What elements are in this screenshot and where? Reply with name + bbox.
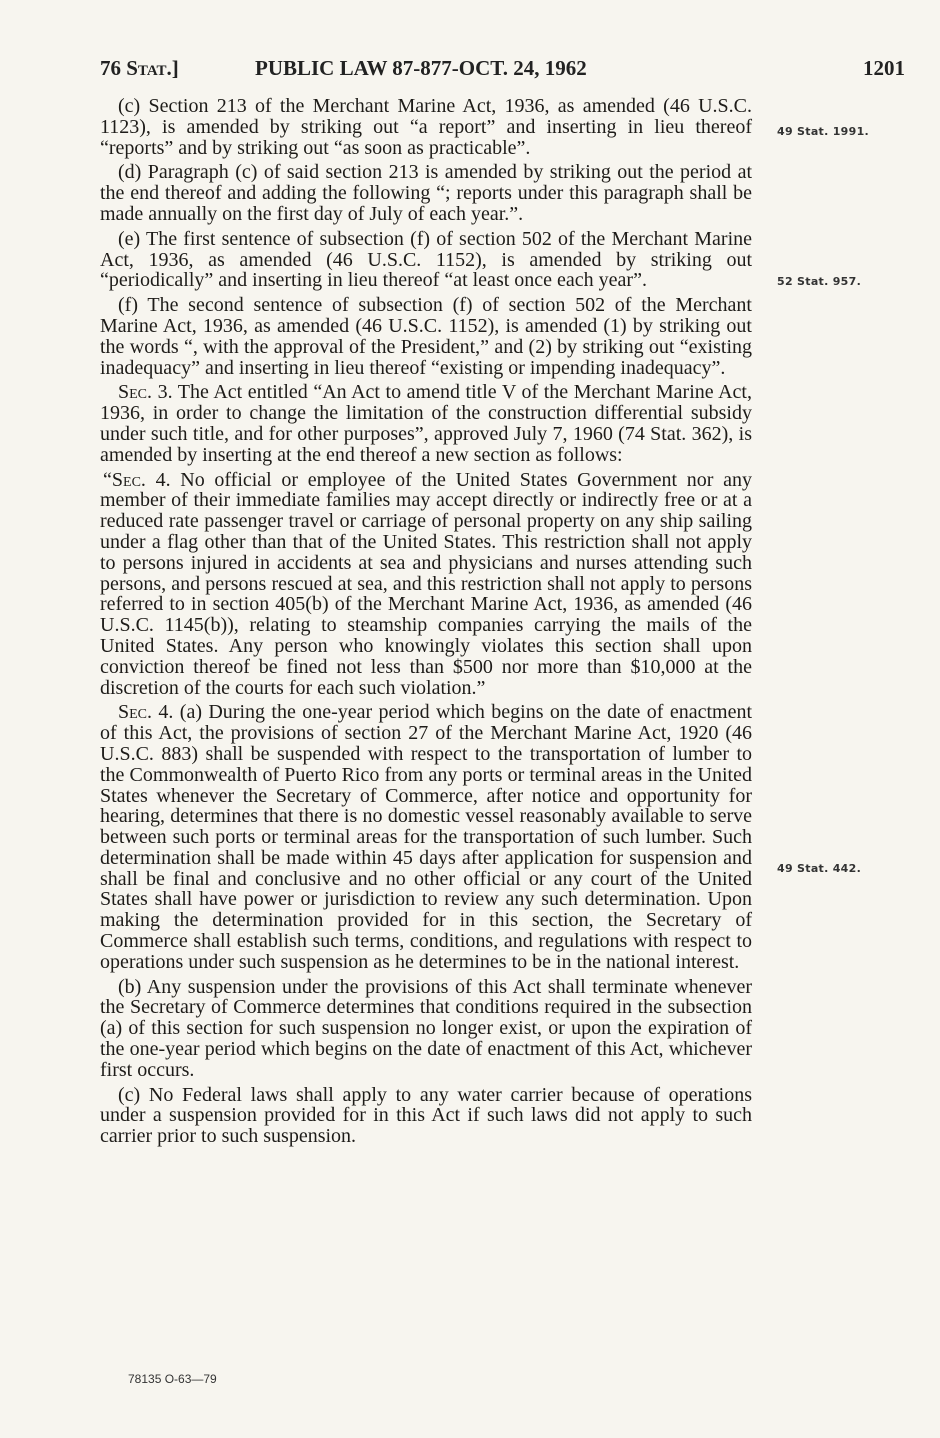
section-4-c: (c) No Federal laws shall apply to any water carrier because of operations under a suspension provided for in this Act if such laws did not apply to such carrier prior to such suspension. — [100, 1083, 752, 1148]
section-4-a: Sec. 4. (a) During the one-year period which begins on the date of enactment of this Act, the provisions of section 27 of the Merchant Marine Act, 1920 (46 U.S.C. 883) shall be suspended with respect to the transportation of lumber to the Commonwealth of Puerto Rico from any ports or terminal areas in the United States whenever the Secretary of Commerce, after notice and opportunity for hearing, determines that there is no domestic vessel reasonably available to serve between such ports or terminal areas for the transportation of such lumber. Such determination shall be made within 45 days after application for suspension and shall be final and conclusive and no other official or any court of the United States shall have power or jurisdiction to review any such determination. Upon making the determination provided for in this section, the Secretary of Commerce shall establish such terms, conditions, and regulations with respect to operations under such suspension as he determines to be in the national interest. — [100, 701, 752, 973]
section-4-b: (b) Any suspension under the provisions of this Act shall terminate whenever the Secretary of Commerce determines that conditions required in the subsection (a) of this section for such suspension no longer exist, or upon the expiration of the one-year period which begins on the date of enactment of this Act, whichever first occurs. — [100, 975, 752, 1081]
paragraph-c: (c) Section 213 of the Merchant Marine Act, 1936, as amended (46 U.S.C. 1123), is amended by striking out “a report” and inserting in lieu thereof “reports” and by striking out “as soon as practicable”. — [100, 95, 752, 159]
law-title: PUBLIC LAW 87-877-OCT. 24, 1962 — [255, 56, 587, 80]
margin-note-49-stat-442: 49 Stat. 442. — [777, 862, 862, 875]
quoted-section-4: “Sec. 4. No official or employee of the United States Government nor any member of their immediate families may accept directly or indirectly free or at a reduced rate passenger travel or carriage of personal property on any ship sailing under a flag other than that of the United States. This restriction shall not apply to persons injured in accidents at sea and physicians and nurses attending such persons, and persons rescued at sea, and this restriction shall not apply to persons referred to in section 405(b) of the Merchant Marine Act, 1936, as amended (46 U.S.C. 1145(b)), relating to steamship companies carrying the mails of the United States. Any person who knowingly violates this section shall upon conviction thereof be fined not less than $500 nor more than $10,000 at the discretion of the courts for each such violation.” — [100, 468, 752, 699]
page-number: 1201 — [863, 56, 905, 80]
paragraph-e: (e) The first sentence of subsection (f) of section 502 of the Merchant Marine Act, 1936, as amended (46 U.S.C. 1152), is amended by striking out “periodically” and inserting in lieu thereof “at least once each year”. — [100, 227, 752, 292]
document-body — [100, 96, 752, 1151]
margin-note-52-stat-957: 52 Stat. 957. — [777, 275, 862, 288]
stat-volume: 76 Stat.] — [100, 56, 179, 80]
margin-note-49-stat-1991: 49 Stat. 1991. — [777, 125, 870, 138]
section-3: Sec. 3. The Act entitled “An Act to amend title V of the Merchant Marine Act, 1936, in order to change the limitation of the construction differential subsidy under such title, and for other purposes”, approved July 7, 1960 (74 Stat. 362), is amended by inserting at the end thereof a new section as follows: — [100, 381, 752, 466]
paragraph-d: (d) Paragraph (c) of said section 213 is amended by striking out the period at the end thereof and adding the following “; reports under this paragraph shall be made annually on the first day of July of each year.”. — [100, 161, 752, 225]
page-header — [100, 56, 905, 84]
paragraph-f: (f) The second sentence of subsection (f) of section 502 of the Merchant Marine Act, 1936, as amended (46 U.S.C. 1152), is amended (1) by striking out the words “, with the approval of the President,” and (2) by striking out “existing inadequacy” and inserting in lieu thereof “existing or impending inadequacy”. — [100, 294, 752, 379]
print-code: 78135 O-63—79 — [128, 1372, 217, 1386]
